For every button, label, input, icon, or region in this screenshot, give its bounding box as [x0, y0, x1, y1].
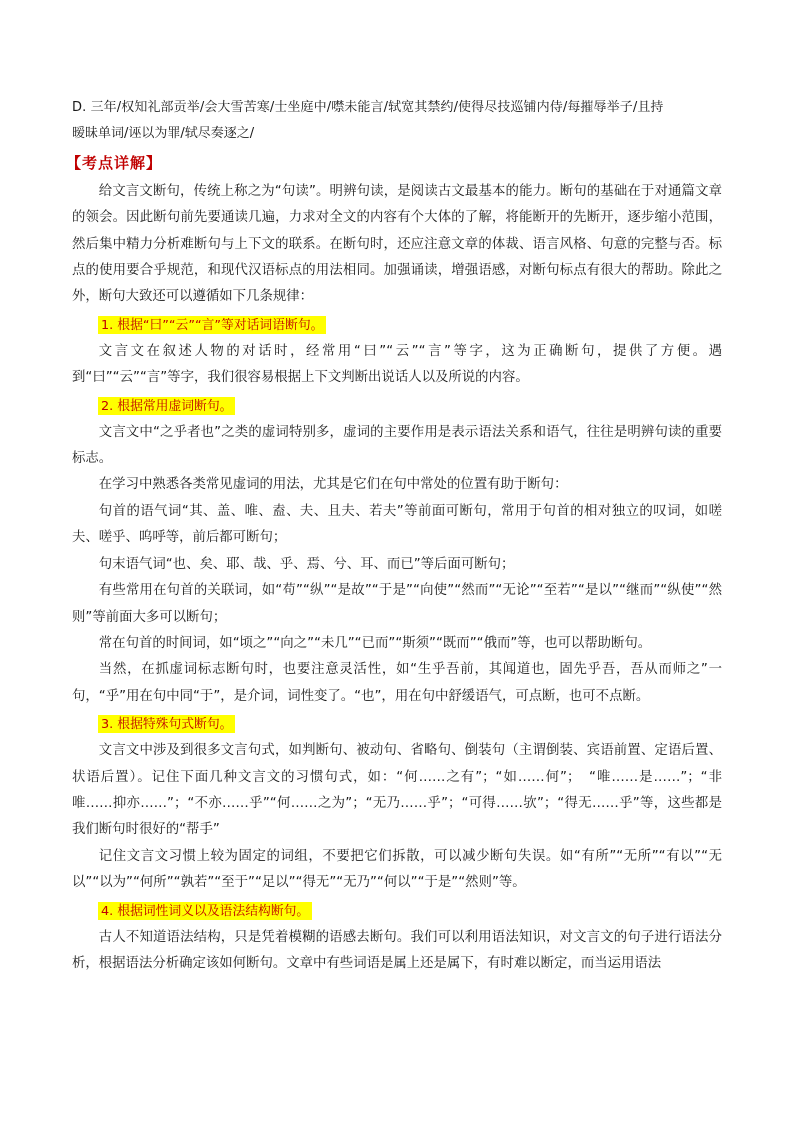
section-title-key-points: 【考点详解】: [66, 153, 163, 172]
intro-paragraph: 给文言文断句，传统上称之为“句读”。明辨句读，是阅读古文最基本的能力。断句的基础在于对通篇文章的领会。因此断句前先要通读几遍，力求对全文的内容有个大体的了解，将能断开的先断开，逐步缩小范围，然后集中精力分析难断句与上下文的联系。在断句时，还应注意文章的体裁、语言风格、句意的完整与否。标点的使用要合乎规范，和现代汉语标点的用法相同。加强诵读，增强语感，对断句标点有很大的帮助。除此之外，断句大致还可以遵循如下几条规律：: [72, 183, 722, 305]
rule-3-paragraph-1: 文言文中涉及到很多文言句式，如判断句、被动句、省略句、倒装句（主谓倒装、宾语前置、定语后置、状语后置）。记住下面几种文言文的习惯句式，如：“何……之有”；“如……何”； “唯……是……”；“非唯……抑亦……”；“不亦……乎”“何……之为”；“无乃……乎”；“可得……欤”；“得无……乎”等，这些都是我们断句时很好的“帮手”: [72, 743, 722, 838]
rule-2-paragraph-6: 常在句首的时间词，如“顷之”“向之”“未几”“已而”“斯须”“既而”“俄而”等，也可以帮助断句。: [98, 635, 652, 651]
rule-1-paragraph-1: 文言文在叙述人物的对话时，经常用“曰”“云”“言”等字，这为正确断句，提供了方便。遇到“曰”“云”“言”等字，我们很容易根据上下文判断出说话人以及所说的内容。: [72, 343, 722, 386]
rule-2-paragraph-3: 句首的语气词“其、盖、唯、盍、夫、且夫、若夫”等前面可断句，常用于句首的相对独立的叹词，如嗟夫、嗟乎、呜呼等，前后都可断句；: [72, 503, 722, 546]
option-d-line-1: D. 三年/权知礼部贡举/会大雪苦寒/士坐庭中/噤未能言/轼宽其禁约/使得尽技巡铺内侍/每摧辱举子/且持: [72, 100, 664, 115]
rule-heading-4-text: 4. 根据词性词义以及语法结构断句。: [98, 902, 312, 920]
rule-2-paragraph-2: 在学习中熟悉各类常见虚词的用法，尤其是它们在句中常处的位置有助于断句：: [98, 477, 568, 493]
rule-heading-1: [98, 313, 722, 339]
rule-2-paragraph-5: 有些常用在句首的关联词，如“苟”“纵”“是故”“于是”“向使”“然而”“无论”“至若”“是以”“继而”“纵使”“然则”等前面大多可以断句；: [72, 583, 722, 625]
rule-3-paragraph-2: 记住文言文习惯上较为固定的词组，不要把它们拆散，可以减少断句失误。如“有所”“无所”“有以”“无以”“以为”“何所”“孰若”“至于”“足以”“得无”“无乃”“何以”“于是”“然则”等。: [72, 848, 722, 891]
option-d-line-2: 暧昧单词/诬以为罪/轼尽奏逐之/: [72, 126, 255, 142]
rule-heading-2-text: 2. 根据常用虚词断句。: [98, 397, 235, 415]
rule-heading-2: [98, 394, 722, 420]
rule-4-paragraph-1: 古人不知道语法结构，只是凭着模糊的语感去断句。我们可以利用语法知识，对文言文的句子进行语法分析，根据语法分析确定该如何断句。文章中有些词语是属上还是属下，有时难以断定，而当运用语法: [72, 929, 722, 971]
document-body: [66, 95, 722, 977]
rule-heading-3-text: 3. 根据特殊句式断句。: [98, 715, 235, 733]
rule-heading-4: [98, 899, 722, 925]
rule-2-paragraph-1: 文言文中“之乎者也”之类的虚词特别多，虚词的主要作用是表示语法关系和语气，往往是明辨句读的重要标志。: [72, 424, 722, 467]
rule-2-paragraph-7: 当然，在抓虚词标志断句时，也要注意灵活性，如“生乎吾前，其闻道也，固先乎吾，吾从而师之”一句，“乎”用在句中同“于”，是介词，词性变了。“也”，用在句中舒缓语气，可点断，也可不点断。: [72, 662, 722, 704]
rule-heading-3: [98, 712, 722, 738]
rule-2-paragraph-4: 句末语气词“也、矣、耶、哉、乎、焉、兮、耳、而已”等后面可断句；: [98, 556, 515, 572]
rule-heading-1-text: 1. 根据“曰”“云”“言”等对话词语断句。: [98, 316, 326, 334]
